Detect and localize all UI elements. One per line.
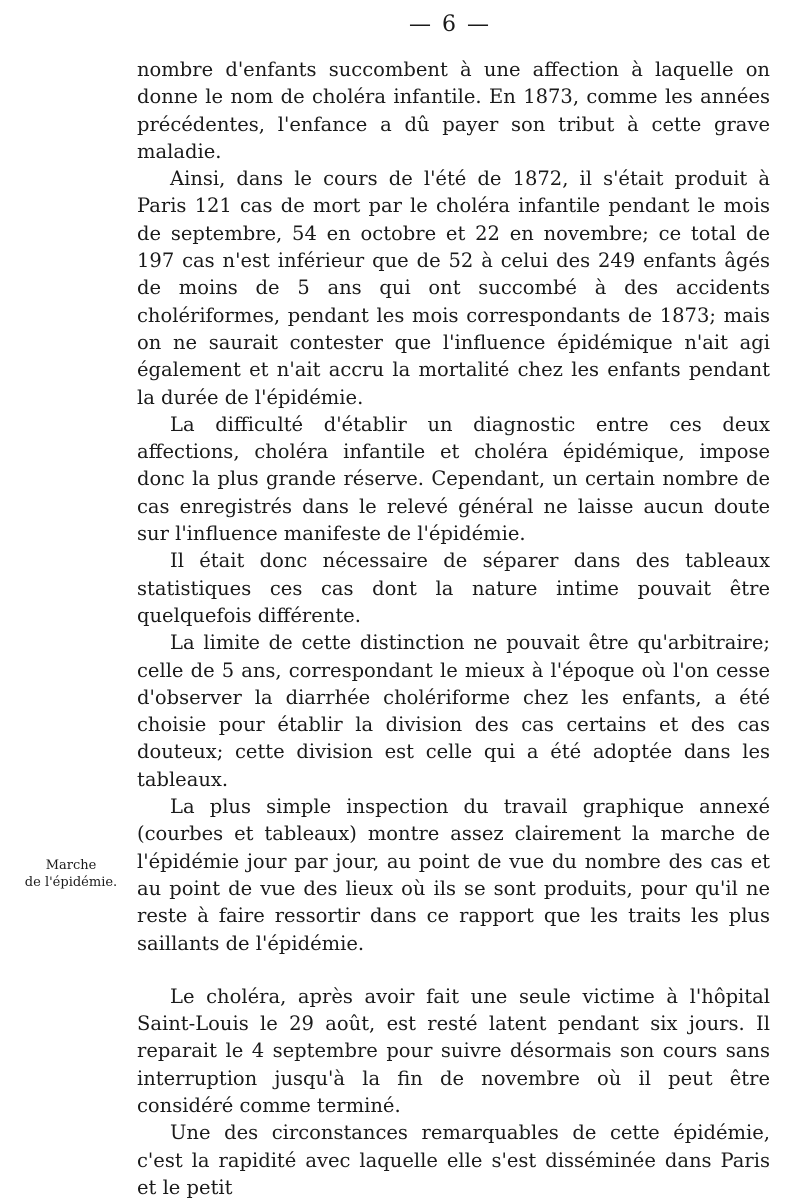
paragraph-1: nombre d'enfants succombent à une affection à laquelle on donne le nom de choléra infantile. En 1873, comme les années précédentes, l'enfance a dû payer son tribut à cette grave maladie. xyxy=(137,58,770,163)
body-text xyxy=(137,56,770,1201)
margin-note-line-1: Marche xyxy=(45,858,97,873)
paragraph-4: Il était donc nécessaire de séparer dans des tableaux statistiques ces cas dont la nature intime pouvait être quelquefois différente. xyxy=(137,549,770,627)
paragraph-6: La plus simple inspection du travail graphique annexé (courbes et tableaux) montre assez clairement la marche de l'épidémie jour par jour, au point de vue du nombre des cas et au point de vue des lieux où ils se sont produits, pour qu'il ne reste à faire ressortir dans ce rapport que les traits les plus saillants de l'épidémie. xyxy=(137,795,770,955)
page-number: — 6 — xyxy=(409,12,491,37)
paragraph-3: La difficulté d'établir un diagnostic entre ces deux affections, choléra infantile et choléra épidémique, impose donc la plus grande réserve. Cependant, un certain nombre de cas enregistrés dans le relevé général ne laisse aucun doute sur l'influence manifeste de l'épidémie. xyxy=(137,412,770,546)
paragraph-8: Une des circonstances remarquables de cette épidémie, c'est la rapidité avec laquelle elle s'est disséminée dans Paris et le petit xyxy=(137,1121,770,1199)
margin-note xyxy=(22,857,120,891)
paragraph-2: Ainsi, dans le cours de l'été de 1872, il s'était produit à Paris 121 cas de mort par le choléra infantile pendant le mois de septembre, 54 en octobre et 22 en novembre; ce total de 197 cas n'est inférieur que de 52 à celui des 249 enfants âgés de moins de 5 ans qui ont succombé à des accidents cholériformes, pendant les mois correspondants de 1873; mais on ne saurait contester que l'influence épidémique n'ait agi également et n'ait accru la mortalité chez les enfants pendant la durée de l'épidémie. xyxy=(137,167,770,409)
paragraph-5: La limite de cette distinction ne pouvait être qu'arbitraire; celle de 5 ans, correspondant le mieux à l'époque où l'on cesse d'observer la diarrhée cholériforme chez les enfants, a été choisie pour établir la division des cas certains et des cas douteux; cette division est celle qui a été adoptée dans les tableaux. xyxy=(137,631,770,791)
margin-note-line-2: de l'épidémie. xyxy=(24,875,118,890)
paragraph-7: Le choléra, après avoir fait une seule victime à l'hôpital Saint-Louis le 29 août, est resté latent pendant six jours. Il reparait le 4 septembre pour suivre désormais son cours sans interruption jusqu'à la fin de novembre où il peut être considéré comme terminé. xyxy=(137,984,770,1117)
